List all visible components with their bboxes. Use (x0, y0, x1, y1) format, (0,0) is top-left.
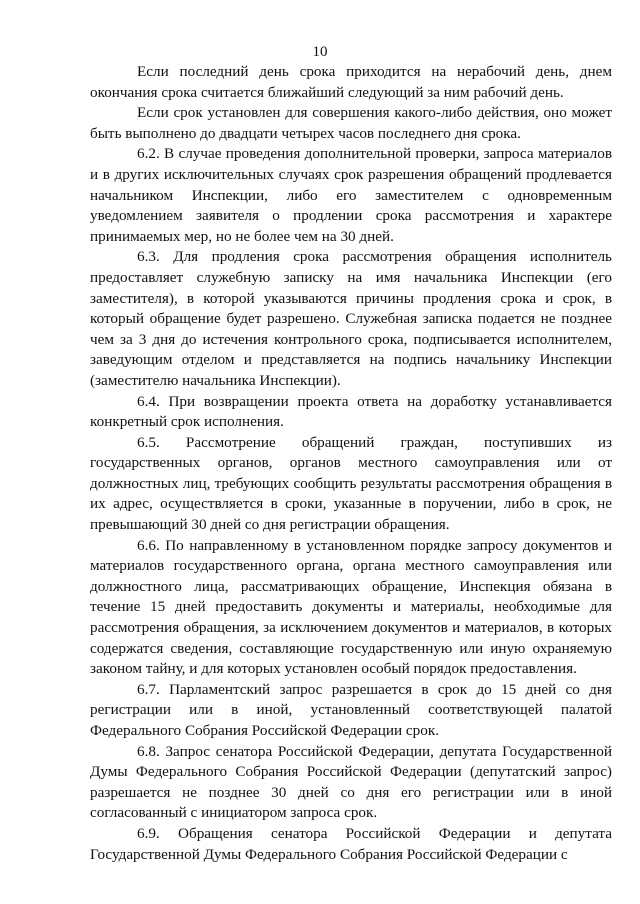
document-body (90, 62, 612, 865)
paragraph-6-4: 6.4. При возвращении проекта ответа на доработку устанавливается конкретный срок исполнения. (90, 392, 612, 431)
paragraph-deadline-action: Если срок установлен для совершения какого-либо действия, оно может быть выполнено до двадцати четырех часов последнего дня срока. (90, 104, 612, 142)
paragraph-6-8: 6.8. Запрос сенатора Российской Федерации, депутата Государственной Думы Федерального Собрания Российской Федерации (депутатский запрос) разрешается не позднее 30 дней со дня его регистрации или в иной согласованный с инициатором запроса срок. (90, 742, 612, 822)
paragraph-6-7: 6.7. Парламентский запрос разрешается в срок до 15 дней со дня регистрации или в иной, установленный соответствующей палатой Федерального Собрания Российской Федерации срок. (90, 680, 612, 739)
paragraph-6-3: 6.3. Для продления срока рассмотрения обращения исполнитель предоставляет служебную записку на имя начальника Инспекции (его заместителя), в которой указываются причины продления срока и срок, в который обращение будет разрешено. Служебная записка подается не позднее чем за 3 дня до истечения контрольного срока, подписывается исполнителем, заведующим отделом и представляется на подпись начальнику Инспекции (заместителю начальника Инспекции). (90, 248, 612, 389)
page-number: 10 (312, 44, 328, 60)
paragraph-6-6: 6.6. По направленному в установленном порядке запросу документов и материалов государственного органа, органа местного самоуправления или должностного лица, рассматривающих обращение, Инспекция обязана в течение 15 дней предоставить документы и материалы, необходимые для рассмотрения обращения, за исключением документов и материалов, в которых содержатся сведения, составляющие государственную или иную охраняемую законом тайну, и для которых установлен особый порядок предоставления. (90, 536, 612, 678)
paragraph-deadline-holiday: Если последний день срока приходится на нерабочий день, днем окончания срока считается ближайший следующий за ним рабочий день. (90, 63, 612, 101)
paragraph-6-9: 6.9. Обращения сенатора Российской Федерации и депутата Государственной Думы Федерального Собрания Российской Федерации с (90, 824, 612, 863)
paragraph-6-2: 6.2. В случае проведения дополнительной проверки, запроса материалов и в других исключительных случаях срок разрешения обращений продлевается начальником Инспекции, либо его заместителем с одновременным уведомлением заявителя о продлении срока рассмотрения и характере принимаемых мер, но не более чем на 30 дней. (90, 145, 612, 245)
paragraph-6-5: 6.5. Рассмотрение обращений граждан, поступивших из государственных органов, органов местного самоуправления или от должностных лиц, требующих сообщить результаты рассмотрения обращения в их адрес, осуществляется в сроки, указанные в поручении, либо в срок, не превышающий 30 дней со дня регистрации обращения. (90, 433, 612, 534)
